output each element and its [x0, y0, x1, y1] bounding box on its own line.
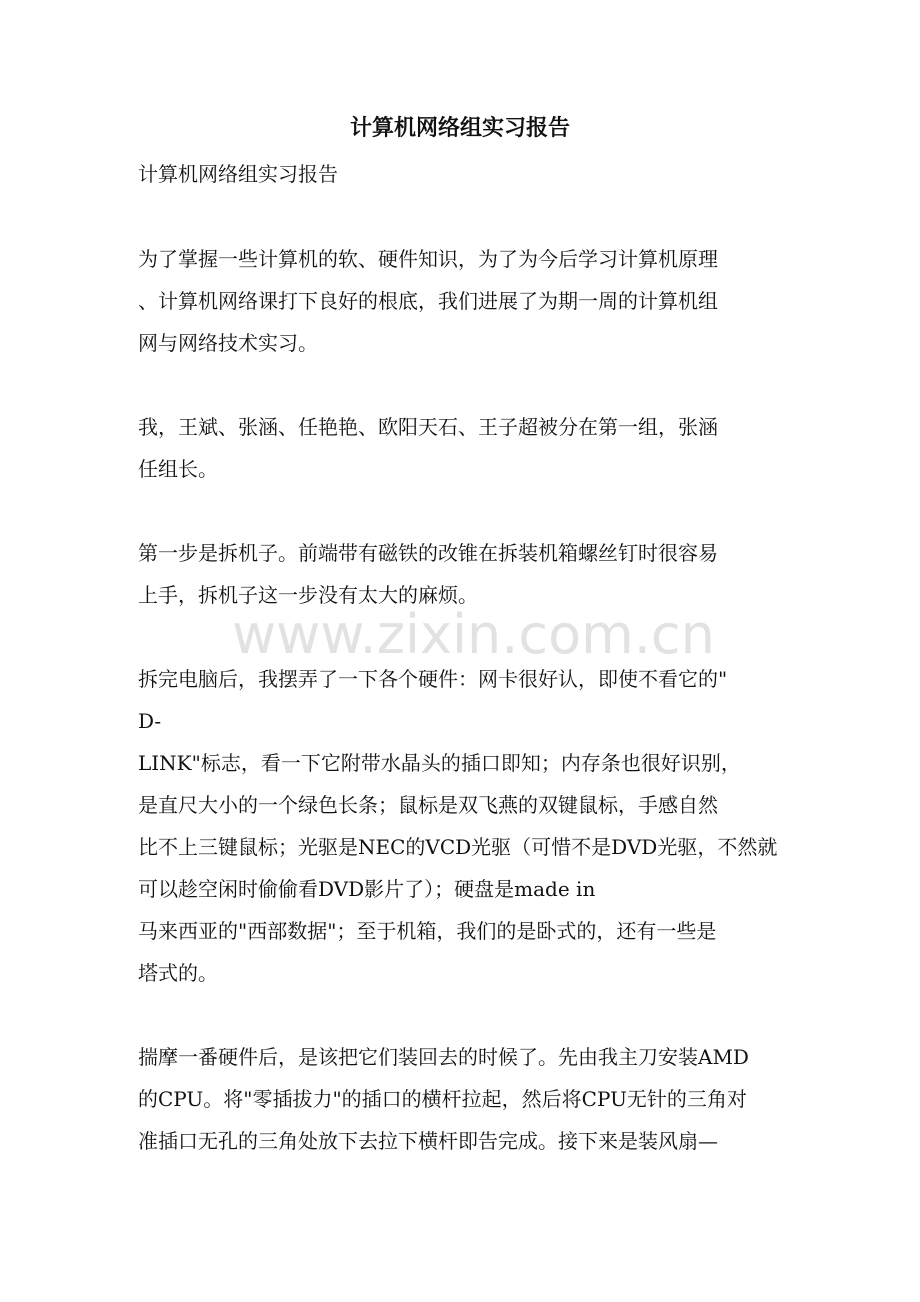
paragraph-line: 、计算机网络课打下良好的根底，我们进展了为期一周的计算机组: [138, 289, 718, 313]
paragraph-line: 塔式的。: [138, 961, 218, 985]
paragraph-line: 可以趁空闲时偷偷看DVD影片了）；硬盘是made in: [138, 877, 596, 901]
paragraph-line: 准插口无孔的三角处放下去拉下横杆即告完成。接下来是装风扇—: [138, 1129, 718, 1153]
paragraph-line: 第一步是拆机子。前端带有磁铁的改锥在拆装机箱螺丝钉时很容易: [138, 541, 718, 565]
paragraph-line: 是直尺大小的一个绿色长条；鼠标是双飞燕的双键鼠标，手感自然: [138, 793, 718, 817]
paragraph-line: 的CPU。将"零插拔力"的插口的横杆拉起，然后将CPU无针的三角对: [138, 1087, 747, 1111]
paragraph-line: 马来西亚的"西部数据"；至于机箱，我们的是卧式的，还有一些是: [138, 919, 717, 943]
paragraph-line: 拆完电脑后，我摆弄了一下各个硬件：网卡很好认，即使不看它的": [138, 667, 728, 691]
paragraph-line: 上手，拆机子这一步没有太大的麻烦。: [138, 583, 478, 607]
paragraph-line: D-: [138, 709, 162, 733]
paragraph-line: 网与网络技术实习。: [138, 331, 318, 355]
paragraph-line: 为了掌握一些计算机的软、硬件知识，为了为今后学习计算机原理: [138, 247, 718, 271]
paragraph-line: LINK"标志，看一下它附带水晶头的插口即知；内存条也很好识别，: [138, 751, 741, 775]
watermark: www.zixin.com.cn: [232, 603, 715, 666]
paragraph-line: 比不上三键鼠标；光驱是NEC的VCD光驱（可惜不是DVD光驱，不然就: [138, 835, 778, 859]
document-title: 计算机网络组实习报告: [349, 115, 570, 141]
paragraph-line: 揣摩一番硬件后，是该把它们装回去的时候了。先由我主刀安装AMD: [138, 1045, 749, 1069]
paragraph-line: 我，王斌、张涵、任艳艳、欧阳天石、王子超被分在第一组，张涵: [138, 415, 718, 439]
document-subtitle: 计算机网络组实习报告: [138, 162, 338, 186]
paragraph-line: 任组长。: [138, 457, 218, 481]
